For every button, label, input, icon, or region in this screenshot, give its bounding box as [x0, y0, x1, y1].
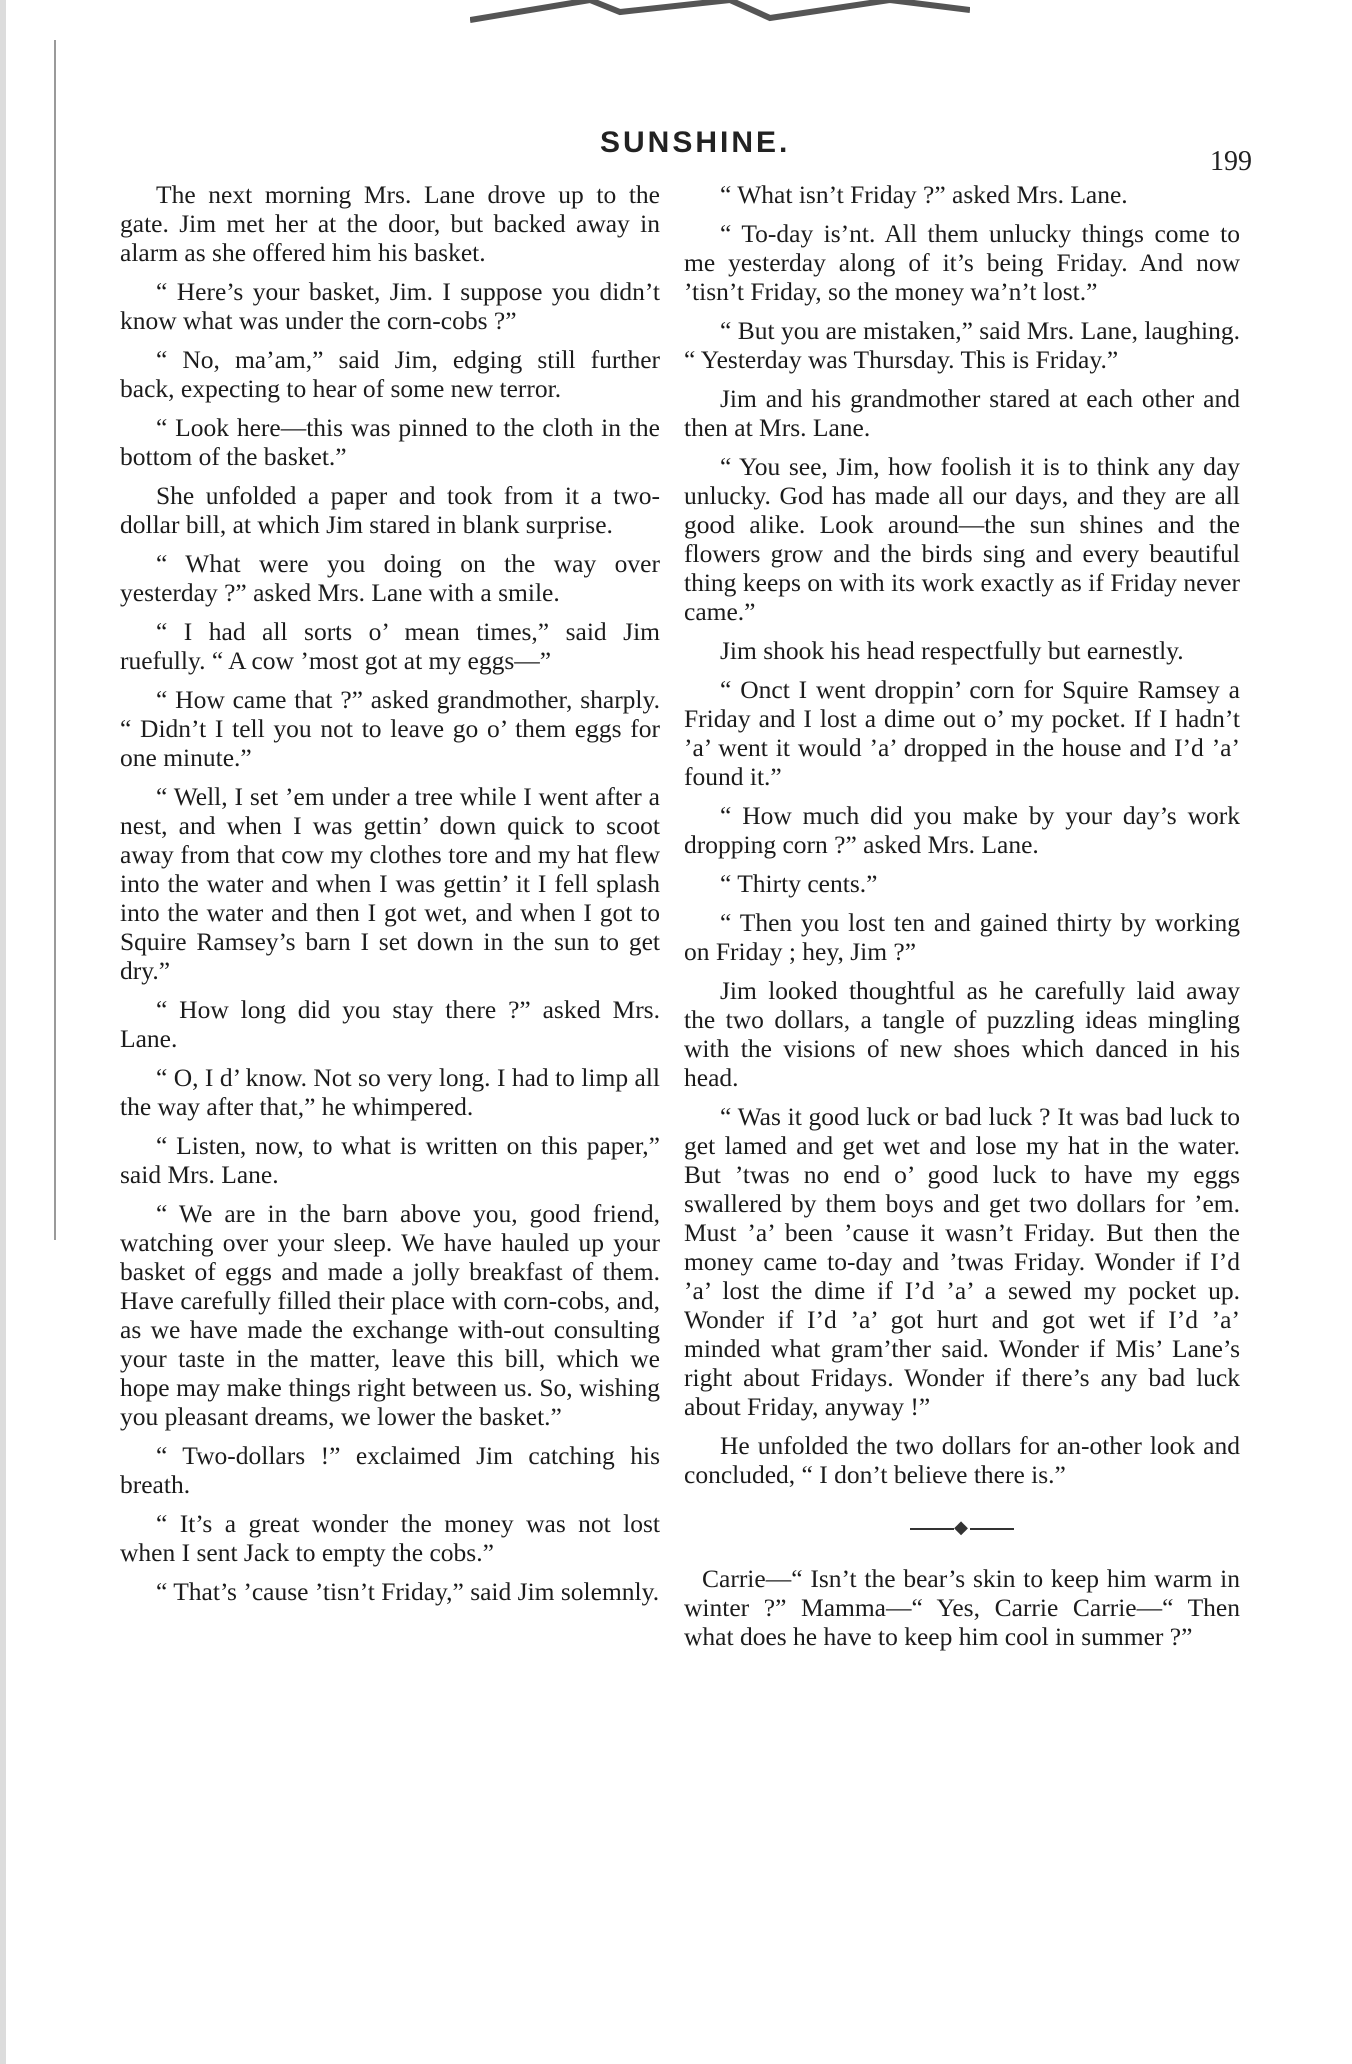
- paragraph: “ How long did you stay there ?” asked Mrs. Lane.: [120, 995, 660, 1053]
- paragraph: “ That’s ’cause ’tisn’t Friday,” said Jim solemnly.: [156, 1577, 660, 1606]
- paragraph: “ We are in the barn above you, good friend, watching over your sleep. We have hauled up your basket of eggs and made a jolly breakfast of them. Have carefully filled their place with corn-cobs, and, as we have made the exchange with-out consulting your taste in the matter, leave this bill, which we hope may make things right between us. So, wishing you pleasant dreams, we lower the basket.”: [120, 1199, 660, 1431]
- scan-artifact: [470, 0, 970, 30]
- paragraph: “ Well, I set ’em under a tree while I went after a nest, and when I was gettin’ down quick to scoot away from that cow my clothes tore and my hat flew into the water and when I was gettin’ it I fell splash into the water and then I got wet, and when I got to Squire Ramsey’s barn I set down in the sun to get dry.”: [120, 782, 660, 985]
- section-divider-ornament: ◆: [684, 1513, 1240, 1542]
- paragraph: “ Onct I went droppin’ corn for Squire Ramsey a Friday and I lost a dime out o’ my pocket. If I hadn’t ’a’ went it would ’a’ dropped in the house and I’d ’a’ found it.”: [684, 675, 1240, 791]
- margin-rule: [54, 40, 56, 1240]
- paragraph: “ You see, Jim, how foolish it is to think any day unlucky. God has made all our days, and they are all good alike. Look around—the sun shines and the flowers grow and the birds sing and every beautiful thing keeps on with its work exactly as if Friday never came.”: [684, 452, 1240, 626]
- paragraph: She unfolded a paper and took from it a two-dollar bill, at which Jim stared in blank surprise.: [120, 481, 660, 539]
- paragraph: “ O, I d’ know. Not so very long. I had to limp all the way after that,” he whimpered.: [120, 1063, 660, 1121]
- paragraph: “ Then you lost ten and gained thirty by working on Friday ; hey, Jim ?”: [684, 908, 1240, 966]
- joke-paragraph: Carrie—“ Isn’t the bear’s skin to keep him warm in winter ?” Mamma—“ Yes, Carrie Carrie—“ Then what does he have to keep him cool in summer ?”: [684, 1564, 1240, 1651]
- paragraph: “ I had all sorts o’ mean times,” said Jim ruefully. “ A cow ’most got at my eggs—”: [120, 617, 660, 675]
- paragraph: The next morning Mrs. Lane drove up to the gate. Jim met her at the door, but backed away in alarm as she offered him his basket.: [120, 180, 660, 267]
- paragraph: “ How came that ?” asked grandmother, sharply. “ Didn’t I tell you not to leave go o’ them eggs for one minute.”: [120, 685, 660, 772]
- paragraph: “ No, ma’am,” said Jim, edging still further back, expecting to hear of some new terror.: [120, 345, 660, 403]
- paragraph: “ To-day is’nt. All them unlucky things come to me yesterday along of it’s being Friday. And now ’tisn’t Friday, so the money wa’n’t lost.”: [684, 219, 1240, 306]
- paragraph: “ It’s a great wonder the money was not lost when I sent Jack to empty the cobs.”: [120, 1509, 660, 1567]
- page-edge: [0, 0, 6, 2064]
- paragraph: “ Look here—this was pinned to the cloth in the bottom of the basket.”: [120, 413, 660, 471]
- paragraph: “ But you are mistaken,” said Mrs. Lane, laughing. “ Yesterday was Thursday. This is Friday.”: [684, 316, 1240, 374]
- paragraph: “ Thirty cents.”: [720, 869, 878, 898]
- left-column: [120, 180, 660, 1616]
- paragraph: “ Was it good luck or bad luck ? It was bad luck to get lamed and get wet and lose my hat in the water. But ’twas no end o’ good luck to have my eggs swallered by them boys and get two dollars for ’em. Must ’a’ been ’cause it wasn’t Friday. But then the money came to-day and ’twas Friday. Wonder if I’d ’a’ lost the dime if I’d ’a’ a sewed my pocket up. Wonder if I’d ’a’ got hurt and got wet if I’d ’a’ minded what gram’ther said. Wonder if Mis’ Lane’s right about Fridays. Wonder if there’s any bad luck about Friday, anyway !”: [684, 1102, 1240, 1421]
- right-column: [684, 180, 1240, 1661]
- paragraph: “ Two-dollars !” exclaimed Jim catching his breath.: [120, 1441, 660, 1499]
- paragraph: “ What were you doing on the way over yesterday ?” asked Mrs. Lane with a smile.: [120, 549, 660, 607]
- paragraph: “ What isn’t Friday ?” asked Mrs. Lane.: [720, 180, 1128, 209]
- paragraph: “ Listen, now, to what is written on this paper,” said Mrs. Lane.: [120, 1131, 660, 1189]
- paragraph: “ Here’s your basket, Jim. I suppose you didn’t know what was under the corn-cobs ?”: [120, 277, 660, 335]
- paragraph: He unfolded the two dollars for an-other look and concluded, “ I don’t believe there is.”: [684, 1431, 1240, 1489]
- paragraph: Jim looked thoughtful as he carefully laid away the two dollars, a tangle of puzzling ideas mingling with the visions of new shoes which danced in his head.: [684, 976, 1240, 1092]
- running-head: SUNSHINE.: [600, 126, 791, 159]
- paragraph: “ How much did you make by your day’s work dropping corn ?” asked Mrs. Lane.: [684, 801, 1240, 859]
- page-number: 199: [1210, 146, 1252, 177]
- paragraph: Jim and his grandmother stared at each other and then at Mrs. Lane.: [684, 384, 1240, 442]
- paragraph: Jim shook his head respectfully but earnestly.: [720, 636, 1184, 665]
